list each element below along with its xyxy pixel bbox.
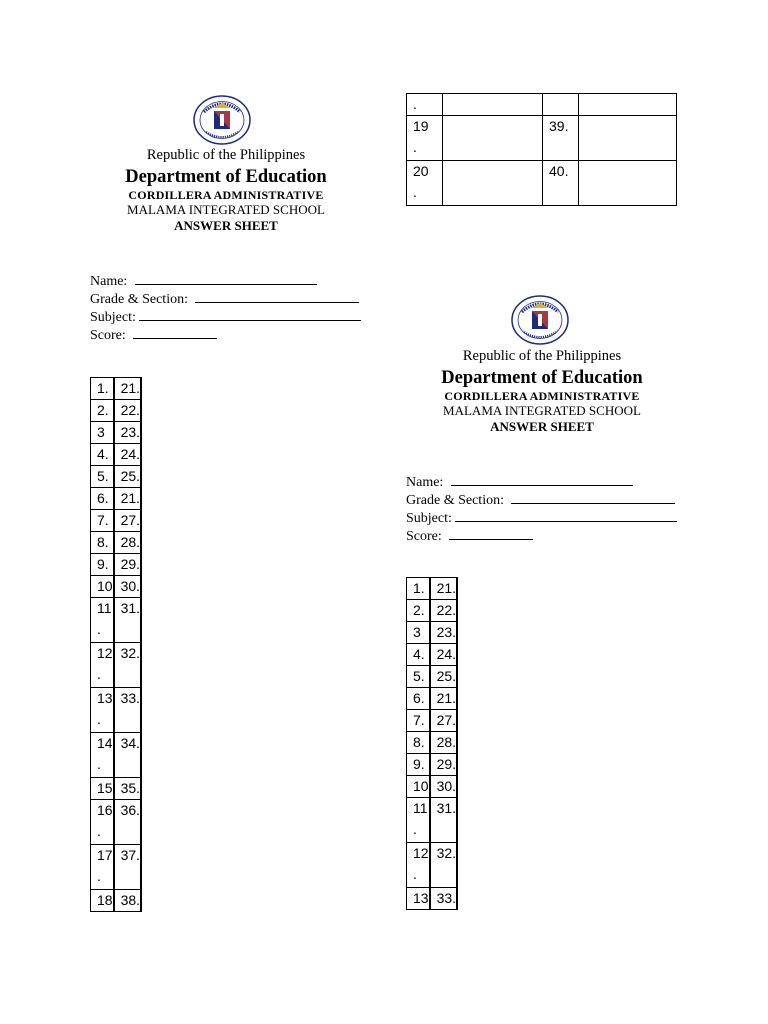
question-number-label: 11 [97,600,112,616]
question-number [430,798,456,843]
question-number-label: 13 [413,890,429,906]
answer-cell[interactable] [141,510,142,532]
question-number-label: 28. [120,534,141,550]
question-number-label: 18 [97,892,113,908]
answer-cell[interactable] [141,688,142,733]
deped-seal-icon [510,294,570,346]
answer-row [91,488,142,510]
question-number [407,116,443,161]
answer-row [91,378,142,400]
question-number [114,532,140,554]
answer-row [407,754,458,776]
question-number [114,688,140,733]
answer-table-left [90,377,142,912]
answer-row [407,116,677,161]
answer-cell[interactable] [579,161,677,206]
question-number [114,778,140,800]
question-number [430,754,456,776]
score-label: Score: [90,328,126,343]
answer-row [407,776,458,798]
answer-cell[interactable] [457,798,458,843]
question-number-label: 31. [120,600,141,616]
question-number-label: 38. [120,892,141,908]
department-title: Department of Education [441,368,643,388]
question-number-label: 11 [413,800,428,816]
question-number-label: 35. [120,780,141,796]
question-number-label: 13 [97,690,113,706]
question-number [114,400,140,422]
name-field[interactable] [90,272,317,289]
question-number-label: 27. [120,512,141,528]
question-number [114,466,140,488]
answer-row [407,94,677,116]
question-number-label: 6. [97,490,109,506]
question-number-label: 31. [436,800,457,816]
question-number-label: 4. [413,646,425,662]
question-number-label: 4. [97,446,109,462]
question-number [91,890,114,912]
answer-row [91,800,142,845]
wrap-dot: . [97,868,101,884]
question-number [543,116,579,161]
answer-row [407,798,458,843]
question-number [430,622,456,644]
question-number [91,554,114,576]
wrap-dot: . [413,821,417,837]
question-number [407,798,430,843]
answer-cell[interactable] [457,754,458,776]
question-number [114,643,140,688]
score-blank[interactable] [133,326,217,339]
question-number [114,378,140,400]
question-number-label: 16 [97,802,113,818]
region-text: CORDILLERA ADMINISTRATIVE [128,188,324,202]
answer-cell[interactable] [141,800,142,845]
question-number [430,600,456,622]
question-number [430,578,456,600]
grade-section-blank[interactable] [195,290,359,303]
name-blank[interactable] [135,272,317,285]
answer-cell[interactable] [141,532,142,554]
question-number-label: 8. [413,734,425,750]
answer-cell[interactable] [457,600,458,622]
answer-row [407,843,458,888]
wrap-dot: . [413,866,417,882]
answer-cell[interactable] [457,776,458,798]
question-number-label: 22. [436,602,457,618]
answer-cell[interactable] [457,666,458,688]
question-number [114,598,140,643]
question-number-label: 21. [436,580,457,596]
answer-row [91,778,142,800]
question-number [407,94,443,116]
answer-cell[interactable] [141,488,142,510]
question-number [91,532,114,554]
question-number-label: 12 [413,845,429,861]
republic-text: Republic of the Philippines [146,147,306,163]
answer-row [91,466,142,488]
answer-cell[interactable] [141,643,142,688]
subject-field[interactable] [406,509,677,526]
question-number-label: 24. [120,446,141,462]
question-number-label: 33. [436,890,457,906]
question-number-label: 8. [97,534,109,550]
question-number-label: 2. [97,402,109,418]
question-number [407,843,430,888]
question-number [407,622,430,644]
question-number [430,666,456,688]
question-number [114,845,140,890]
question-number-label: 12 [97,645,113,661]
answer-cell[interactable] [457,644,458,666]
question-number-label: 39. [549,118,569,134]
answer-row [91,643,142,688]
answer-row [91,576,142,598]
question-number [91,400,114,422]
answer-cell[interactable] [141,576,142,598]
question-number-label: 9. [97,556,109,572]
question-number [91,800,114,845]
question-number-label: 2. [413,602,425,618]
answer-cell[interactable] [457,843,458,888]
answer-row [407,161,677,206]
answer-cell[interactable] [579,94,677,116]
question-number [543,94,579,116]
question-number [91,378,114,400]
answer-cell[interactable] [443,116,543,161]
question-number [407,776,430,798]
question-number-label: 30. [436,778,457,794]
question-number-label: 23. [120,424,141,440]
subject-blank[interactable] [455,509,677,522]
school-text: MALAMA INTEGRATED SCHOOL [443,403,641,418]
wrap-dot: . [97,756,101,772]
question-number-label: 19 [413,118,429,134]
question-number-label: 20 [413,163,429,179]
answer-sheet-title: ANSWER SHEET [174,218,278,233]
question-number [114,422,140,444]
question-number [91,845,114,890]
answer-row [407,644,458,666]
answer-row [91,845,142,890]
answer-row [91,400,142,422]
score-label: Score: [406,529,442,544]
question-number-label: 32. [120,645,141,661]
question-number [91,466,114,488]
answer-cell[interactable] [457,688,458,710]
subject-blank[interactable] [139,308,361,321]
question-number-label: 17 [97,847,113,863]
question-number [91,778,114,800]
question-number [407,644,430,666]
question-number [407,666,430,688]
question-number [407,578,430,600]
answer-row [91,422,142,444]
wrap-dot: . [97,823,101,839]
answer-cell[interactable] [141,422,142,444]
question-number [91,643,114,688]
question-number-label: 7. [97,512,109,528]
name-label: Name: [406,475,444,490]
question-number [114,890,140,912]
question-number-label: 22. [120,402,141,418]
answer-row [407,600,458,622]
wrap-dot: . [97,666,101,682]
question-number [407,710,430,732]
question-number [430,710,456,732]
answer-cell[interactable] [443,161,543,206]
question-number [91,598,114,643]
score-field[interactable] [406,527,533,544]
question-number [114,800,140,845]
answer-cell[interactable] [141,845,142,890]
question-number-label: 32. [436,845,457,861]
question-number-label: 21. [120,490,141,506]
question-number-label: 37. [120,847,141,863]
question-number-label: 21. [436,690,457,706]
subject-label: Subject: [406,511,452,526]
answer-row [407,666,458,688]
question-number-label: 21. [120,380,141,396]
answer-row [91,688,142,733]
answer-row [407,688,458,710]
question-number [114,444,140,466]
question-number-label: 7. [413,712,425,728]
answer-cell[interactable] [457,622,458,644]
question-number-label: 9. [413,756,425,772]
question-number-label: 3 [97,424,105,440]
answer-cell[interactable] [141,466,142,488]
grade-section-label: Grade & Section: [90,292,188,307]
question-number-label: 10 [97,578,113,594]
answer-row [91,532,142,554]
name-label: Name: [90,274,128,289]
question-number-label: 3 [413,624,421,640]
question-number-label: 1. [413,580,425,596]
wrap-dot: . [413,139,417,155]
question-number-label: 14 [97,735,113,751]
answer-row [407,710,458,732]
score-field[interactable] [90,326,217,343]
question-number-label: 29. [436,756,457,772]
answer-row [407,732,458,754]
question-number [91,422,114,444]
question-number-label: 36. [120,802,141,818]
wrap-dot: . [413,184,417,200]
name-blank[interactable] [451,473,633,486]
subject-label: Subject: [90,310,136,325]
question-number-label: 33. [120,690,141,706]
question-number-label: 5. [413,668,425,684]
question-number-label: 25. [436,668,457,684]
school-text: MALAMA INTEGRATED SCHOOL [127,202,325,217]
answer-cell[interactable] [141,890,142,912]
question-number [91,576,114,598]
answer-table-right [406,577,458,910]
subject-field[interactable] [90,308,361,325]
republic-text: Republic of the Philippines [462,348,622,364]
answer-row [91,733,142,778]
grade-section-field[interactable] [90,290,359,307]
score-blank[interactable] [449,527,533,540]
question-number [91,510,114,532]
question-number-label: 15 [97,780,113,796]
question-number-label: 10 [413,778,429,794]
question-number [430,843,456,888]
question-number [430,888,456,910]
question-number [407,732,430,754]
question-number [114,554,140,576]
question-number-label: 34. [120,735,141,751]
question-number [430,688,456,710]
answer-row [91,598,142,643]
answer-cell[interactable] [141,733,142,778]
grade-section-field[interactable] [406,491,675,508]
answer-cell[interactable] [457,710,458,732]
question-number-label: 29. [120,556,141,572]
answer-row [407,888,458,910]
answer-cell[interactable] [141,554,142,576]
deped-seal-icon [192,94,252,146]
question-number-label: 27. [436,712,457,728]
question-number [407,161,443,206]
wrap-dot: . [97,711,101,727]
question-number-label: 25. [120,468,141,484]
question-number [430,776,456,798]
question-number [407,754,430,776]
question-number [407,888,430,910]
question-number [114,488,140,510]
wrap-dot: . [97,621,101,637]
question-number-label: . [413,96,417,112]
question-number-label: 1. [97,380,109,396]
question-number [407,600,430,622]
answer-row [91,444,142,466]
answer-sheet-title: ANSWER SHEET [490,419,594,434]
question-number [430,732,456,754]
grade-section-label: Grade & Section: [406,493,504,508]
question-number [91,688,114,733]
answer-cell[interactable] [457,732,458,754]
question-number-label: 24. [436,646,457,662]
answer-row [91,890,142,912]
question-number [407,688,430,710]
answer-cell[interactable] [141,400,142,422]
answer-cell[interactable] [141,598,142,643]
question-number-label: 6. [413,690,425,706]
question-number-label: 5. [97,468,109,484]
answer-cell[interactable] [457,578,458,600]
answer-cell[interactable] [579,116,677,161]
question-number [114,733,140,778]
answer-cell[interactable] [457,888,458,910]
question-number-label: 28. [436,734,457,750]
question-number [114,576,140,598]
name-field[interactable] [406,473,633,490]
question-number [91,488,114,510]
answer-row [407,578,458,600]
answer-cell[interactable] [141,444,142,466]
answer-row [91,510,142,532]
question-number-label: 30. [120,578,141,594]
question-number [91,733,114,778]
question-number [114,510,140,532]
question-number-label: 40. [549,163,569,179]
answer-row [91,554,142,576]
question-number-label: 23. [436,624,457,640]
region-text: CORDILLERA ADMINISTRATIVE [444,389,640,403]
answer-cell[interactable] [141,378,142,400]
answer-row [407,622,458,644]
answer-cell[interactable] [443,94,543,116]
department-title: Department of Education [125,167,327,187]
question-number [91,444,114,466]
answer-cell[interactable] [141,778,142,800]
question-number [430,644,456,666]
grade-section-blank[interactable] [511,491,675,504]
question-number [543,161,579,206]
answer-table-continuation [406,93,677,206]
